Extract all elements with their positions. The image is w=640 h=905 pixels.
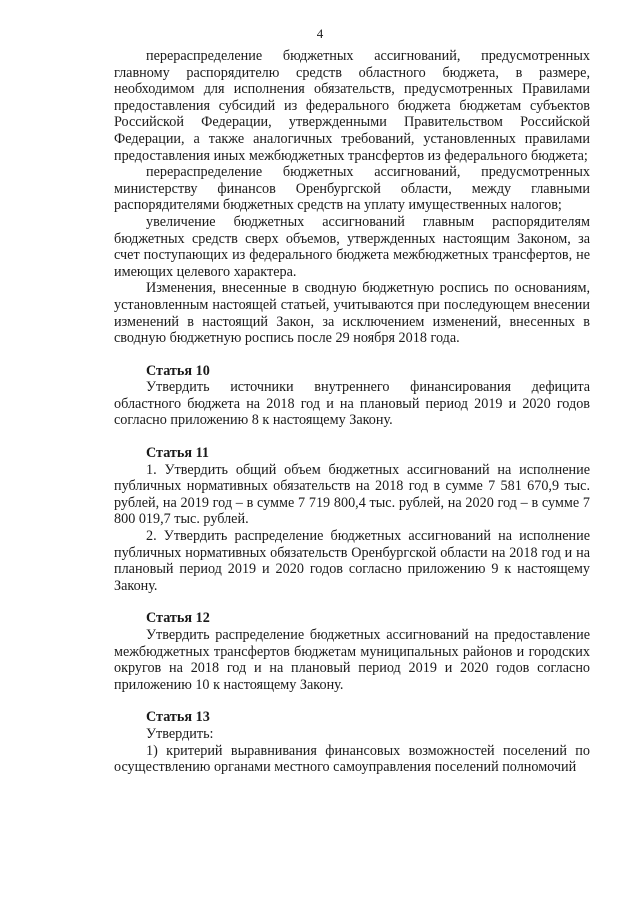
article-13	[114, 709, 590, 775]
article-paragraph: 1. Утвердить общий объем бюджетных ассигнований на исполнение публичных нормативных обязательств на 2018 год в сумме 7 581 670,9 тыс. рублей, на 2019 год – в сумме 7 719 800,4 тыс. рублей, на 2020 год – в сумме 7 800 019,7 тыс. рублей.	[114, 461, 590, 528]
article-title: Статья 10	[146, 362, 210, 379]
article-paragraph: 2. Утвердить распределение бюджетных ассигнований на исполнение публичных нормативных обязательств Оренбургской области на 2018 год и на плановый период 2019 и 2020 годов согласно приложению 9 к настоящему Закону.	[114, 528, 590, 594]
article-paragraph: Утвердить источники внутреннего финансирования дефицита областного бюджета на 2018 год и на плановый период 2019 и 2020 годов согласно приложению 8 к настоящему Закону.	[114, 379, 590, 429]
article-12	[114, 610, 590, 693]
article-title: Статья 13	[146, 709, 210, 726]
article-10	[114, 363, 590, 429]
intro-paragraph-3: увеличение бюджетных ассигнований главным распорядителям бюджетных средств сверх объемов, утвержденных настоящим Законом, за счет поступающих из федерального бюджета межбюджетных трансфертов, не имеющих целевого характера.	[114, 213, 590, 280]
page-number: 4	[316, 26, 324, 41]
article-paragraph: 1) критерий выравнивания финансовых возможностей поселений по осуществлению органами местного самоуправления поселений полномочий	[114, 742, 590, 776]
intro-paragraph-4: Изменения, внесенные в сводную бюджетную роспись по основаниям, установленным настоящей статьей, учитываются при последующем внесении изменений в настоящий Закон, за исключением изменений, внесенных в сводную бюджетную роспись после 29 ноября 2018 года.	[114, 280, 590, 347]
article-11	[114, 445, 590, 594]
article-title: Статья 11	[146, 445, 210, 462]
document-body	[114, 48, 590, 776]
article-paragraph: Утвердить распределение бюджетных ассигнований на предоставление межбюджетных трансфертов бюджетам муниципальных районов и городских округов на 2018 год и на плановый период 2019 и 2020 годов согласно приложению 10 к настоящему Закону.	[114, 627, 590, 693]
article-paragraph: Утвердить:	[146, 725, 214, 742]
intro-paragraph-1: перераспределение бюджетных ассигнований, предусмотренных главному распорядителю средств областного бюджета, в размере, необходимом для исполнения обязательств, предусмотренных Правилами предоставления субсидий из федерального бюджета бюджетам субъектов Российской Федерации, утвержденными Правительством Российской Федерации, а также аналогичных требований, установленных правилами предоставления иных межбюджетных трансфертов из федерального бюджета;	[114, 48, 590, 164]
article-title: Статья 12	[146, 610, 210, 627]
intro-paragraph-2: перераспределение бюджетных ассигнований, предусмотренных министерству финансов Оренбургской области, между главными распорядителями бюджетных средств на уплату имущественных налогов;	[114, 164, 590, 214]
